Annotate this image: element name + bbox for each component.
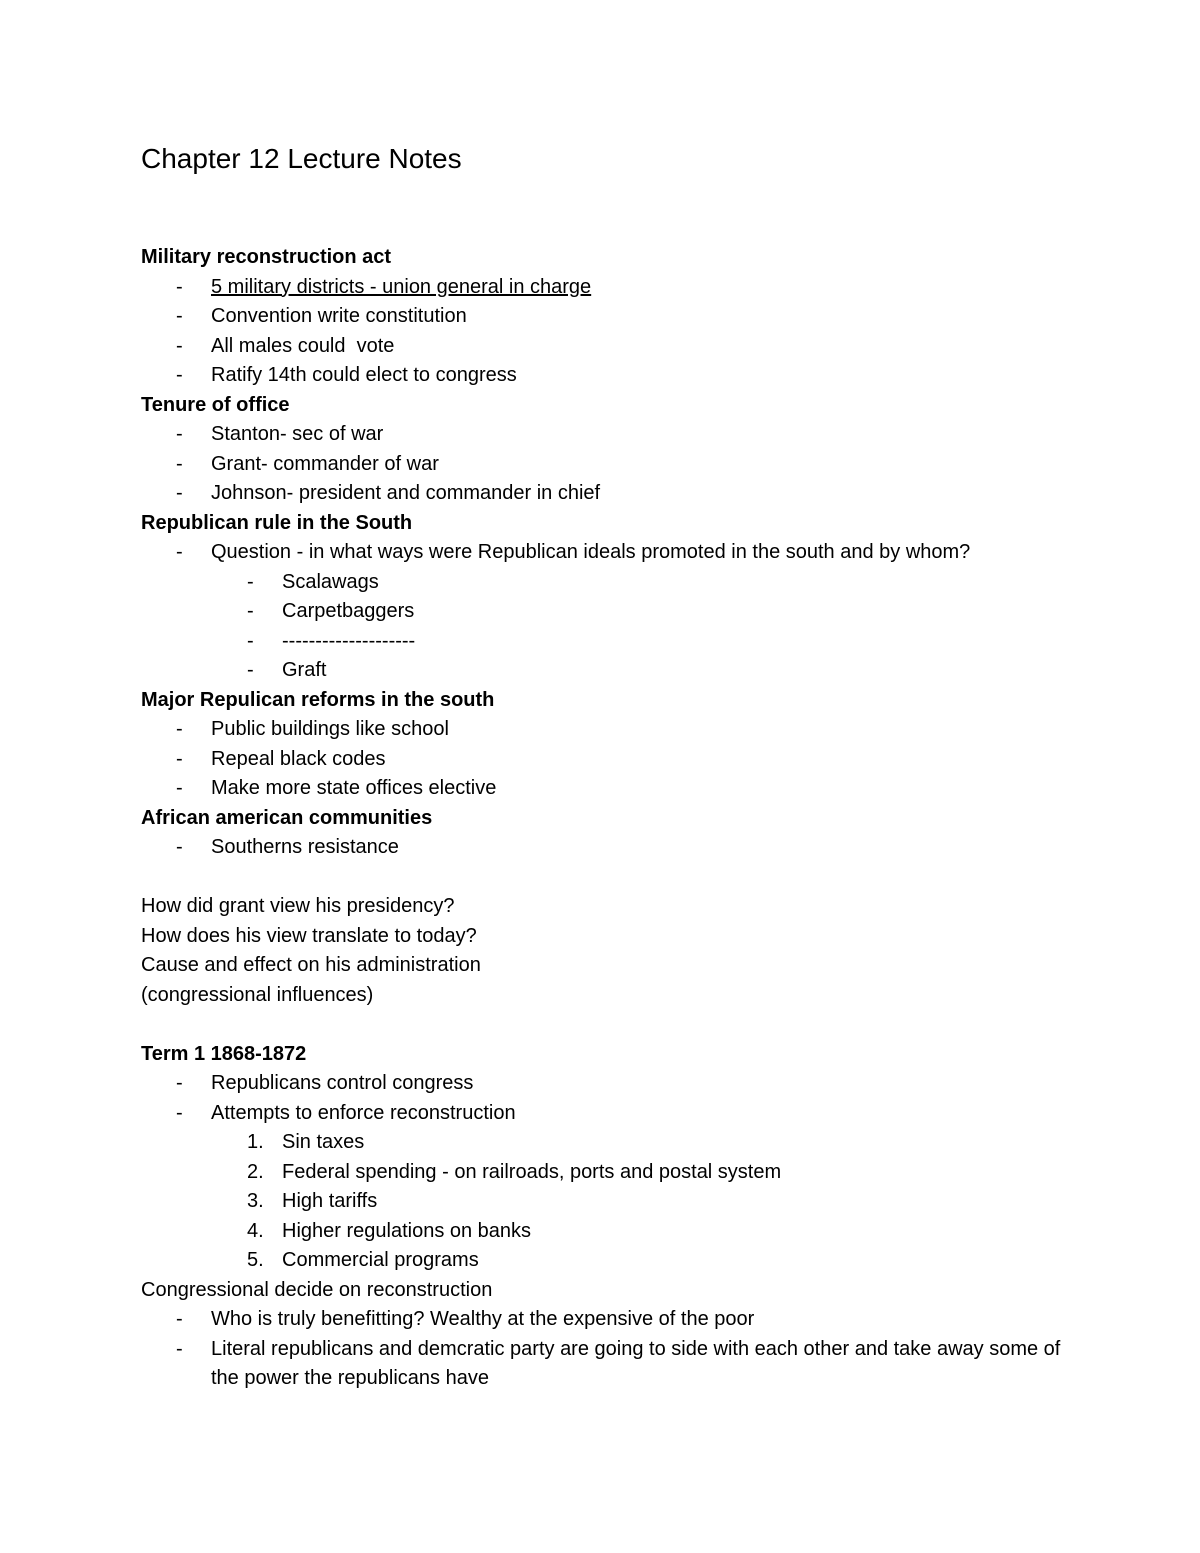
section-heading-major-reforms: Major Repulican reforms in the south [141, 688, 495, 711]
dash-marker: - [176, 777, 183, 799]
dash-marker: - [176, 1308, 183, 1330]
list-item-text: Make more state offices elective [211, 777, 497, 799]
list-item [141, 538, 1061, 568]
dash-marker: - [247, 659, 254, 681]
list-item [141, 774, 1061, 804]
numbered-item-text: Federal spending - on railroads, ports and postal system [282, 1160, 782, 1183]
dash-marker: - [176, 747, 183, 770]
numbered-item [141, 1128, 1061, 1158]
question-line: (congressional influences) [141, 983, 374, 1006]
dash-marker: - [176, 482, 183, 504]
list-item [141, 450, 1061, 480]
question-line: Cause and effect on his administration [141, 954, 481, 976]
numbered-item-text: Commercial programs [282, 1249, 479, 1271]
number-marker: 3. [247, 1190, 264, 1212]
dash-marker: - [176, 452, 183, 475]
dash-marker: - [176, 364, 183, 386]
list-item [141, 361, 1061, 391]
question-line: How did grant view his presidency? [141, 895, 455, 917]
list-item [141, 745, 1061, 775]
list-item [141, 479, 1061, 509]
dash-marker: - [247, 570, 254, 593]
numbered-item-text: Sin taxes [282, 1131, 365, 1153]
list-item-text: Attempts to enforce reconstruction [211, 1101, 516, 1124]
list-item-text: 5 military districts - union general in charge [211, 275, 592, 298]
dash-marker: - [176, 1101, 183, 1124]
paragraph-line: Congressional decide on reconstruction [141, 1278, 493, 1301]
sub-list-item [141, 568, 1061, 598]
number-marker: 4. [247, 1219, 264, 1242]
dash-marker: - [176, 718, 183, 740]
list-item-text: Ratify 14th could elect to congress [211, 364, 517, 386]
sub-list-item [141, 597, 1061, 627]
list-item-text: Johnson- president and commander in chief [211, 482, 601, 504]
list-item-text: Repeal black codes [211, 747, 386, 770]
dash-marker: - [176, 334, 183, 357]
number-marker: 1. [247, 1131, 264, 1153]
number-marker: 5. [247, 1249, 264, 1271]
numbered-item [141, 1158, 1061, 1188]
section-heading-african-american-communities: African american communities [141, 806, 433, 829]
number-marker: 2. [247, 1160, 264, 1183]
question-line: How does his view translate to today? [141, 924, 477, 947]
spacer [141, 863, 1061, 893]
dash-marker: - [176, 836, 183, 858]
section-heading-tenure-of-office: Tenure of office [141, 393, 290, 416]
sub-list-item-text: -------------------- [282, 629, 416, 652]
list-item [141, 302, 1061, 332]
spacer [141, 1010, 1061, 1040]
sub-list-item [141, 656, 1061, 686]
dash-marker: - [176, 305, 183, 327]
numbered-item [141, 1217, 1061, 1247]
page-title: Chapter 12 Lecture Notes [141, 143, 462, 174]
list-item [141, 1099, 1061, 1129]
sub-list-item [141, 627, 1061, 657]
list-item-text: All males could vote [211, 334, 395, 357]
list-item [141, 332, 1061, 362]
section-heading-republican-rule: Republican rule in the South [141, 511, 413, 534]
dash-marker: - [176, 1072, 183, 1094]
list-item-text: Literal republicans and demcratic party are going to side with each other and take away some of the power the republicans have [211, 1337, 1061, 1389]
list-item [141, 1335, 1061, 1394]
section-heading-term-1: Term 1 1868-1872 [141, 1042, 307, 1065]
list-item [141, 715, 1061, 745]
list-item [141, 1305, 1061, 1335]
list-item [141, 1069, 1061, 1099]
list-item-text: Republicans control congress [211, 1072, 474, 1094]
dash-marker: - [176, 275, 183, 298]
sub-list-item-text: Carpetbaggers [282, 600, 415, 622]
dash-marker: - [176, 541, 183, 563]
list-item-text: Stanton- sec of war [211, 423, 384, 445]
list-item-text: Who is truly benefitting? Wealthy at the expensive of the poor [211, 1308, 755, 1330]
sub-list-item-text: Graft [282, 659, 327, 681]
numbered-item-text: High tariffs [282, 1190, 378, 1212]
list-item [141, 273, 1061, 303]
dash-marker: - [176, 1337, 183, 1360]
list-item-text: Southerns resistance [211, 836, 399, 858]
list-item-text: Public buildings like school [211, 718, 449, 740]
list-item-text: Convention write constitution [211, 305, 467, 327]
section-heading-military-reconstruction: Military reconstruction act [141, 246, 392, 268]
list-item-text: Question - in what ways were Republican ideals promoted in the south and by whom? [211, 541, 971, 563]
numbered-item [141, 1246, 1061, 1276]
list-item [141, 420, 1061, 450]
dash-marker: - [176, 423, 183, 445]
sub-list-item-text: Scalawags [282, 570, 379, 593]
list-item [141, 833, 1061, 863]
numbered-item [141, 1187, 1061, 1217]
dash-marker: - [247, 629, 254, 652]
list-item-text: Grant- commander of war [211, 452, 439, 475]
dash-marker: - [247, 600, 254, 622]
numbered-item-text: Higher regulations on banks [282, 1219, 532, 1242]
notes-body [141, 243, 1061, 1394]
